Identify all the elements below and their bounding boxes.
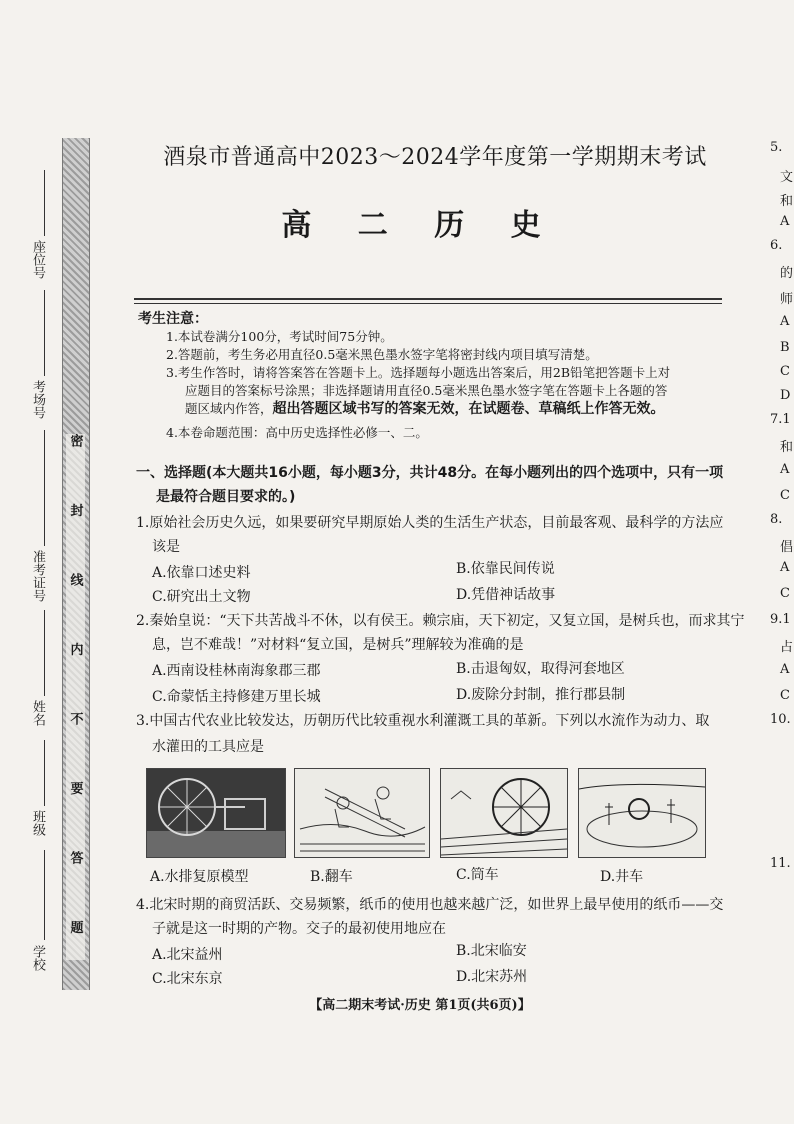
right-col-16: 倡: [780, 540, 794, 555]
name-label: 姓名: [30, 700, 45, 726]
class-underline: [44, 740, 45, 806]
right-col-11: 7.1: [770, 412, 791, 427]
water-bellows-illustration: [147, 769, 285, 857]
section-heading-line1: 一、选择题(本大题共16小题，每小题3分，共计48分。在每小题列出的四个选项中，只有一项: [136, 465, 724, 481]
q3-option-d: D.井车: [600, 869, 644, 885]
school-underline: [44, 850, 45, 940]
id-label: 准考证号: [30, 550, 45, 602]
right-col-8: B: [780, 340, 790, 355]
right-col-0: 5.: [770, 140, 783, 155]
q2-option-a: A.西南设桂林南海象郡三郡: [152, 663, 321, 679]
school-label: 学校: [30, 945, 45, 971]
seat-underline: [44, 170, 45, 236]
q3-option-a: A.水排复原模型: [150, 869, 249, 885]
q3-option-b: B.翻车: [310, 869, 353, 885]
q3-stem: 3.中国古代农业比较发达，历朝历代比较重视水利灌溉工具的革新。下列以水流作为动力、取: [136, 713, 710, 729]
notice-item-3-cont: 应题目的答案标号涂黑；非选择题请用直径0.5毫米黑色墨水签字笔在答题卡上各题的答: [185, 383, 668, 398]
q2-stem-cont: 息，岂不难哉！”对材料“复立国，是树兵”理解较为准确的是: [152, 637, 524, 653]
notice-emphasis: 超出答题区域书写的答案无效，在试题卷、草稿纸上作答无效。: [272, 401, 665, 417]
right-col-13: A: [780, 462, 790, 477]
q2-option-b: B.击退匈奴，取得河套地区: [456, 661, 625, 677]
q1-option-d: D.凭借神话故事: [456, 587, 556, 603]
q4-option-b: B.北宋临安: [456, 943, 527, 959]
right-col-2: 和: [780, 194, 794, 209]
q4-stem: 4.北宋时期的商贸活跃、交易频繁，纸币的使用也越来越广泛，如世界上最早使用的纸币——交: [136, 897, 724, 913]
room-label: 考场号: [30, 380, 45, 419]
right-col-17: A: [780, 560, 790, 575]
id-underline: [44, 430, 45, 546]
q3-option-c: C.筒车: [456, 867, 499, 883]
right-col-21: A: [780, 662, 790, 677]
q1-stem: 1.原始社会历史久远，如果要研究早期原始人类的生活生产状态，目前最客观、最科学的方法应: [136, 515, 724, 531]
q4-stem-cont: 子就是这一时期的产物。交子的最初使用地应在: [152, 921, 446, 937]
q3-image-a-water-bellows: [146, 768, 286, 858]
right-col-24: 11.: [770, 856, 791, 871]
right-col-18: C: [780, 586, 790, 601]
q3-stem-cont: 水灌田的工具应是: [152, 739, 264, 755]
q3-image-c-tube-wheel: [440, 768, 568, 858]
right-col-23: 10.: [770, 712, 791, 727]
q1-option-a: A.依靠口述史料: [152, 565, 251, 581]
right-col-14: C: [780, 488, 790, 503]
right-col-7: A: [780, 314, 790, 329]
seal-warning-text: 密 封 线 内 不 要 答 题: [67, 434, 83, 960]
notice-item-2: 2.答题前，考生务必用直径0.5毫米黑色墨水签字笔将密封线内项目填写清楚。: [166, 347, 598, 362]
right-col-3: A: [780, 214, 790, 229]
right-col-10: D: [780, 388, 791, 403]
q3-image-b-square-pallet-chain: [294, 768, 430, 858]
right-col-19: 9.1: [770, 612, 791, 627]
q3-image-d-well-wheel: [578, 768, 706, 858]
right-col-20: 占: [780, 640, 794, 655]
q4-option-a: A.北宋益州: [152, 947, 223, 963]
room-underline: [44, 290, 45, 376]
notice-item-4: 4.本卷命题范围：高中历史选择性必修一、二。: [166, 425, 428, 440]
name-underline: [44, 610, 45, 696]
q1-stem-cont: 该是: [152, 539, 180, 555]
page-footer: 【高二期末考试·历史 第1页(共6页)】: [309, 998, 531, 1013]
q4-option-c: C.北宋东京: [152, 971, 223, 987]
seat-label: 座位号: [30, 240, 45, 279]
notice-item-1: 1.本试卷满分100分，考试时间75分钟。: [166, 329, 393, 344]
header-rule-thin: [134, 303, 722, 304]
exam-subject: 高 二 历 史: [281, 208, 559, 243]
right-col-15: 8.: [770, 512, 783, 527]
section-heading-line2: 是最符合题目要求的。): [156, 489, 296, 505]
q1-option-b: B.依靠民间传说: [456, 561, 555, 577]
q2-option-d: D.废除分封制，推行郡县制: [456, 687, 626, 703]
seal-binding-text-wrap: [62, 138, 88, 990]
right-col-4: 6.: [770, 238, 783, 253]
right-col-5: 的: [780, 266, 794, 281]
exam-title: 酒泉市普通高中2023～2024学年度第一学期期末考试: [163, 145, 707, 170]
right-col-22: C: [780, 688, 790, 703]
class-label: 班级: [30, 810, 45, 836]
notice-heading: 考生注意：: [138, 311, 208, 327]
right-col-12: 和: [780, 440, 794, 455]
q4-option-d: D.北宋苏州: [456, 969, 528, 985]
q2-stem: 2.秦始皇说：“天下共苦战斗不休，以有侯王。赖宗庙，天下初定，又复立国，是树兵也，而求其宁: [136, 613, 745, 629]
notice-item-3-prefix: 题区域内作答，: [185, 401, 273, 416]
tube-wheel-illustration: [441, 769, 567, 857]
well-wheel-illustration: [579, 769, 705, 857]
notice-item-3: 3.考生作答时，请将答案答在答题卡上。选择题每小题选出答案后，用2B铅笔把答题卡上对: [166, 365, 671, 380]
q1-option-c: C.研究出土文物: [152, 589, 251, 605]
notice-item-3-cont2: [185, 400, 665, 418]
right-col-1: 文: [780, 170, 794, 185]
square-pallet-illustration: [295, 769, 429, 857]
q2-option-c: C.命蒙恬主持修建万里长城: [152, 689, 321, 705]
right-col-9: C: [780, 364, 790, 379]
header-rule-thick: [134, 298, 722, 300]
right-col-6: 师: [780, 292, 794, 307]
